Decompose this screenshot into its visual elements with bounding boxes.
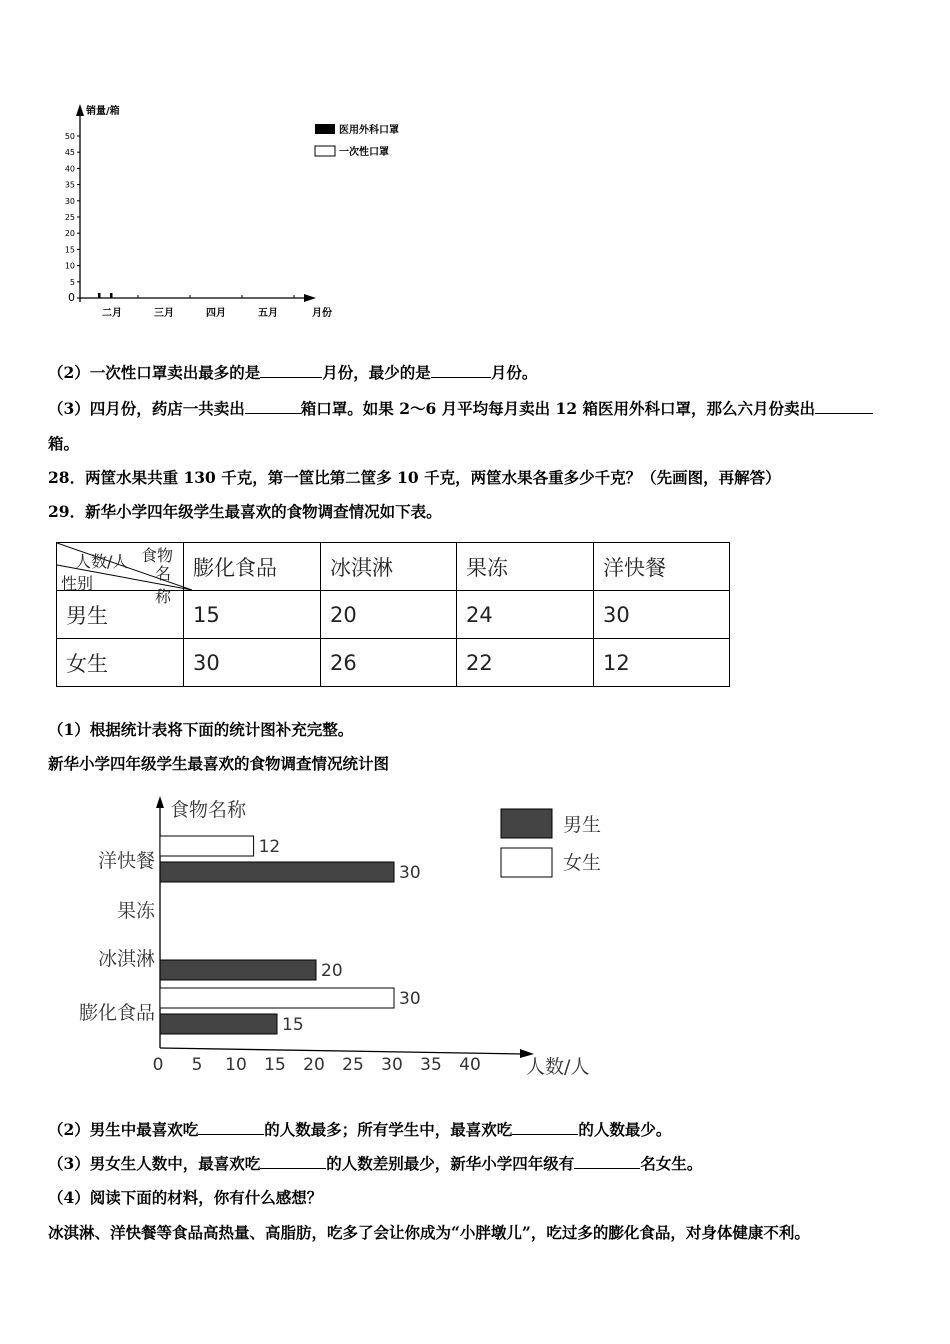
answer-blank[interactable] bbox=[815, 412, 873, 414]
food-x-tick-label: 5 bbox=[191, 1055, 203, 1075]
q29-intro: 29．新华小学四年级学生最喜欢的食物调查情况如下表。 bbox=[48, 502, 442, 521]
answer-blank[interactable] bbox=[260, 1167, 326, 1169]
sales-y-tick-label: 35 bbox=[64, 180, 75, 190]
answer-blank[interactable] bbox=[260, 376, 322, 378]
food-x-tick-label: 15 bbox=[264, 1055, 286, 1075]
legend-swatch-disposable bbox=[315, 146, 335, 156]
food-category-labels bbox=[79, 849, 156, 1024]
table-header-row bbox=[57, 543, 730, 591]
table-cell: 30 bbox=[594, 591, 730, 639]
table-cell: 24 bbox=[457, 591, 594, 639]
answer-blank[interactable] bbox=[431, 376, 491, 378]
bar-girls-label: 30 bbox=[399, 989, 421, 1009]
sales-y-tick-label: 40 bbox=[64, 164, 75, 174]
food-bars bbox=[160, 836, 421, 1035]
bar-boys bbox=[160, 960, 316, 980]
food-category-label: 冰淇淋 bbox=[97, 948, 155, 970]
sales-y-tick-label: 0 bbox=[68, 291, 75, 304]
bar-boys bbox=[160, 1014, 277, 1034]
food-category-label: 洋快餐 bbox=[97, 850, 155, 872]
legend-label-surgical: 医用外科口罩 bbox=[339, 125, 399, 136]
bar-girls-label: 12 bbox=[258, 837, 281, 857]
food-x-title: 人数/人 bbox=[526, 1056, 590, 1078]
sales-bar-stub bbox=[98, 293, 101, 298]
food-chart bbox=[60, 790, 640, 1090]
table-cell: 20 bbox=[321, 591, 457, 639]
q29-part4: （4）阅读下面的材料，你有什么感想？ bbox=[48, 1188, 323, 1207]
food-x-tick-label: 20 bbox=[303, 1055, 325, 1075]
bar-boys-label: 20 bbox=[321, 961, 343, 981]
sales-x-category: 四月 bbox=[206, 308, 226, 319]
answer-blank[interactable] bbox=[512, 1133, 578, 1135]
sales-y-ticks bbox=[65, 132, 80, 304]
food-x-tick-label: 30 bbox=[381, 1055, 403, 1075]
legend-label-boys: 男生 bbox=[563, 814, 602, 836]
q29-part2: （2）男生中最喜欢吃 的人数最多；所有学生中，最喜欢吃 的人数最少。 bbox=[48, 1120, 672, 1139]
legend-swatch-surgical bbox=[315, 124, 335, 134]
food-category-label: 果冻 bbox=[116, 900, 155, 922]
sales-x-category: 五月 bbox=[258, 308, 278, 319]
sales-y-tick-label: 10 bbox=[64, 261, 75, 271]
column-header: 膨化食品 bbox=[184, 543, 321, 591]
bar-girls bbox=[160, 988, 394, 1008]
q29-part1: （1）根据统计表将下面的统计图补充完整。 bbox=[48, 720, 354, 739]
sales-y-tick-label: 25 bbox=[64, 213, 75, 222]
corner-label-name: 名称 bbox=[155, 564, 172, 606]
answer-blank[interactable] bbox=[574, 1167, 640, 1169]
table-cell: 26 bbox=[321, 639, 457, 687]
bar-boys-label: 30 bbox=[399, 863, 421, 883]
q27-part3-cont: 箱。 bbox=[48, 434, 80, 453]
sales-y-tick-label: 5 bbox=[69, 277, 75, 287]
column-header: 冰淇淋 bbox=[321, 543, 457, 591]
table-cell: 12 bbox=[594, 639, 730, 687]
q28-text: 28．两筐水果共重 130 千克，第一筐比第二筐多 10 千克，两筐水果各重多少千克？（先画图，再解答） bbox=[48, 468, 781, 487]
food-y-arrow bbox=[156, 796, 164, 808]
corner-label-gender: 性别 bbox=[61, 574, 94, 593]
food-y-title: 食物名称 bbox=[170, 799, 247, 821]
table-cell: 22 bbox=[457, 639, 594, 687]
sales-y-tick-label: 50 bbox=[64, 132, 75, 141]
column-header: 果冻 bbox=[457, 543, 594, 591]
bar-boys bbox=[160, 862, 394, 882]
q27-part3: （3）四月份，药店一共卖出 箱口罩。如果 2～6 月平均每月卖出 12 箱医用外科口罩，那么六月份卖出 bbox=[48, 397, 873, 419]
q29-material: 冰淇淋、洋快餐等食品高热量、高脂肪，吃多了会让你成为“小胖墩儿”，吃过多的膨化食品，对身体健康不利。 bbox=[48, 1223, 810, 1242]
sales-y-tick-label: 45 bbox=[64, 148, 75, 158]
food-x-tick-label: 40 bbox=[459, 1055, 481, 1075]
food-x-tick-label: 25 bbox=[342, 1055, 364, 1075]
legend-label-girls: 女生 bbox=[563, 852, 602, 874]
sales-x-category: 二月 bbox=[102, 308, 122, 319]
bar-girls bbox=[160, 836, 254, 856]
sales-y-arrow bbox=[76, 104, 84, 116]
corner-label-count: 人数/人 bbox=[75, 552, 129, 571]
legend-label-disposable: 一次性口罩 bbox=[339, 147, 389, 158]
q29-part3: （3）男女生人数中，最喜欢吃 的人数差别最少，新华小学四年级有 名女生。 bbox=[48, 1154, 703, 1173]
bar-boys-label: 15 bbox=[282, 1015, 304, 1035]
table-cell: 15 bbox=[184, 591, 321, 639]
sales-bar-stub bbox=[110, 293, 113, 298]
column-header: 洋快餐 bbox=[594, 543, 730, 591]
sales-y-label: 销量/箱 bbox=[86, 106, 120, 117]
food-x-tick-label: 35 bbox=[420, 1055, 442, 1075]
sales-chart bbox=[50, 90, 410, 330]
sales-y-tick-label: 20 bbox=[64, 229, 75, 239]
food-x-ticks bbox=[153, 1055, 481, 1075]
legend-swatch-boys bbox=[501, 809, 552, 838]
answer-blank[interactable] bbox=[198, 1133, 264, 1135]
food-x-axis bbox=[160, 1048, 524, 1054]
sales-y-tick-label: 15 bbox=[64, 245, 75, 255]
table-cell: 30 bbox=[184, 639, 321, 687]
chart-caption: 新华小学四年级学生最喜欢的食物调查情况统计图 bbox=[48, 754, 390, 773]
row-label: 男生 bbox=[57, 591, 184, 639]
sales-x-arrow bbox=[304, 294, 316, 302]
sales-x-label: 月份 bbox=[312, 308, 332, 319]
row-label: 女生 bbox=[57, 639, 184, 687]
q27-part2: （2）一次性口罩卖出最多的是 月份，最少的是 月份。 bbox=[48, 363, 538, 382]
corner-label-food: 食物 bbox=[141, 546, 174, 565]
answer-blank[interactable] bbox=[245, 412, 301, 414]
food-survey-table bbox=[56, 542, 730, 687]
table-corner-cell bbox=[57, 543, 184, 606]
legend-swatch-girls bbox=[501, 848, 552, 877]
food-x-tick-label: 0 bbox=[152, 1055, 164, 1075]
food-category-label: 膨化食品 bbox=[78, 1002, 155, 1024]
sales-y-tick-label: 30 bbox=[64, 196, 75, 206]
sales-x-category: 三月 bbox=[154, 308, 174, 319]
food-x-tick-label: 10 bbox=[225, 1055, 247, 1075]
table-row bbox=[57, 639, 730, 687]
